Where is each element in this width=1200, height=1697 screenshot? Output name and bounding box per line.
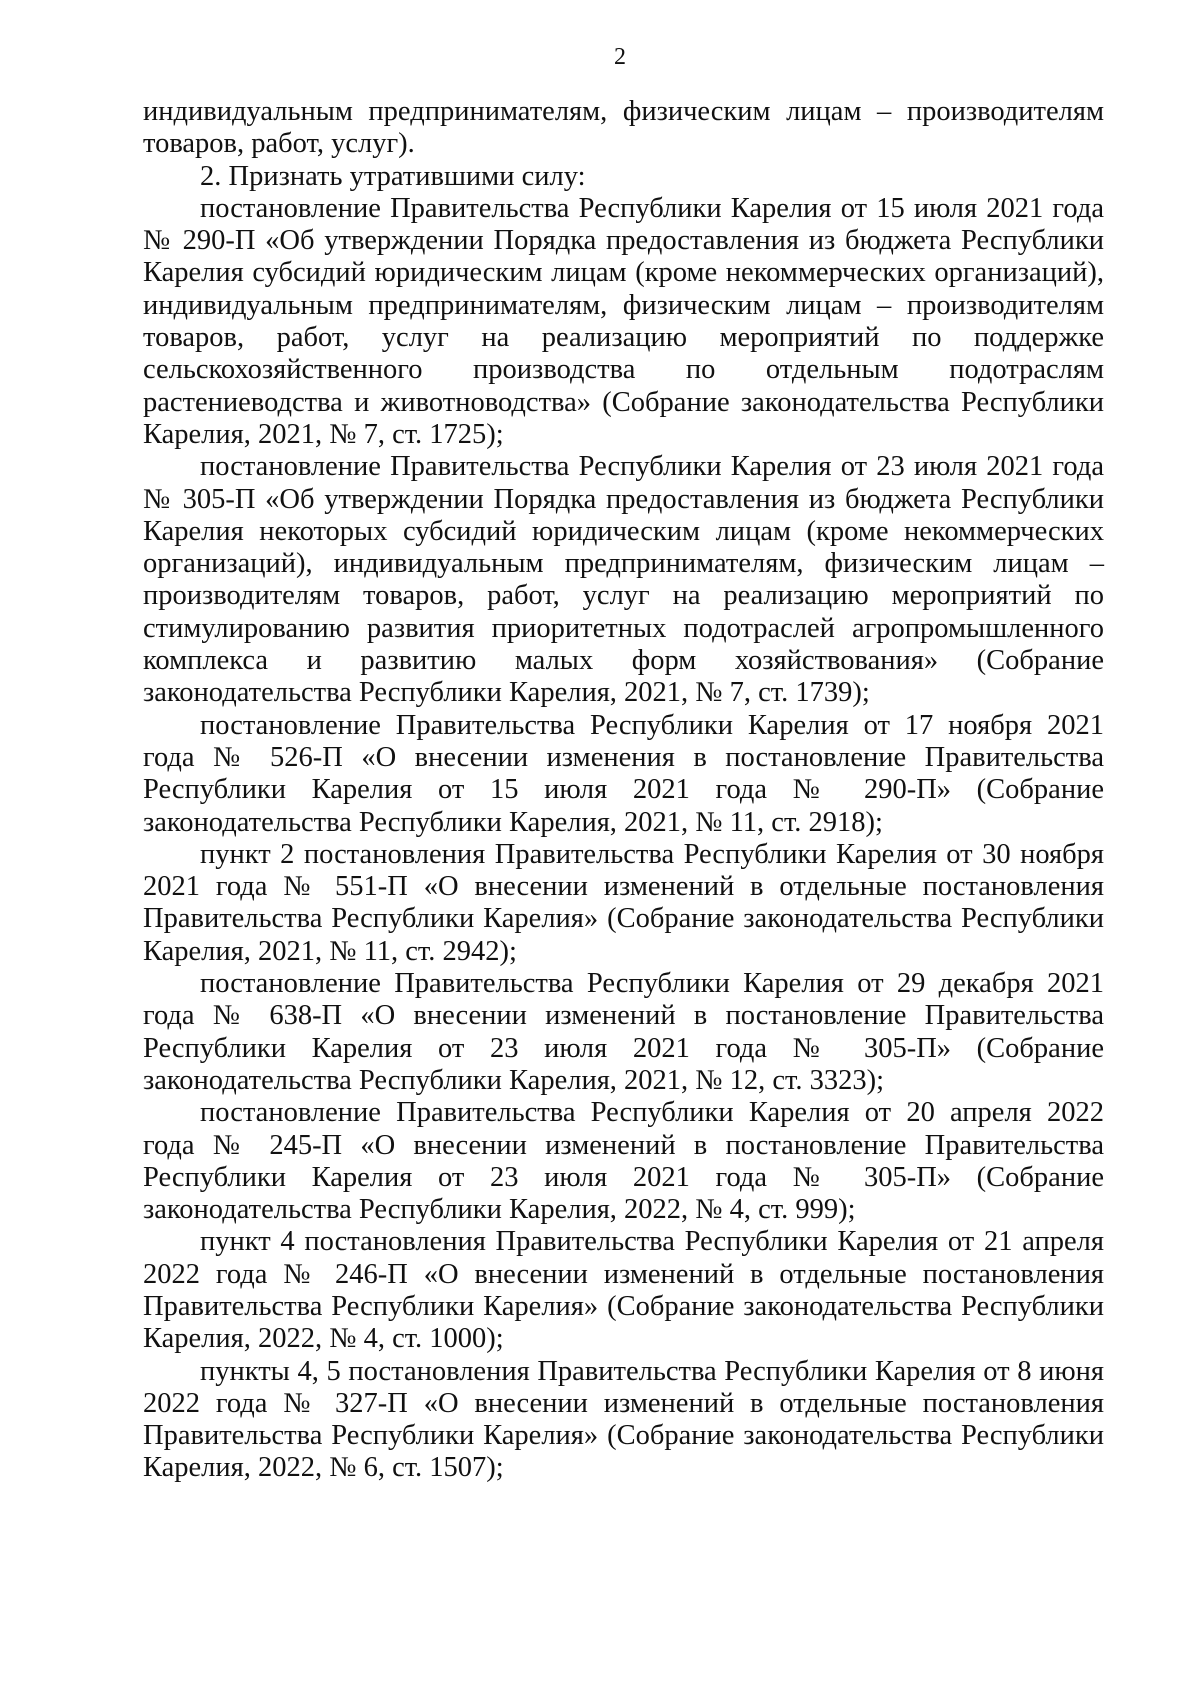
paragraph-resolution-305: постановление Правительства Республики Карелия от 23 июля 2021 года № 305-П «Об утверждении Порядка предоставления из бюджета Республики Карелия некоторых субсидий юридическим лицам (кроме некоммерческих организаций), индивидуальным предпринимателям, физическим лицам – производителям товаров, работ, услуг на реализацию мероприятий по стимулированию развития приоритетных подотраслей агропромышленного комплекса и развитию малых форм хозяйствования» (Собрание законодательства Республики Карелия, 2021, № 7, ст. 1739); <box>143 451 1104 709</box>
page-number: 2 <box>614 44 626 70</box>
paragraph-resolution-245: постановление Правительства Республики Карелия от 20 апреля 2022 года № 245-П «О внесении изменений в постановление Правительства Республики Карелия от 23 июля 2021 года № 305-П» (Собрание законодательства Республики Карелия, 2022, № 4, ст. 999); <box>143 1097 1104 1226</box>
document-body <box>143 96 1104 1485</box>
paragraph-resolution-246: пункт 4 постановления Правительства Республики Карелия от 21 апреля 2022 года № 246-П «О внесении изменений в отдельные постановления Правительства Республики Карелия» (Собрание законодательства Республики Карелия, 2022, № 4, ст. 1000); <box>143 1226 1104 1355</box>
paragraph-resolution-290: постановление Правительства Республики Карелия от 15 июля 2021 года № 290-П «Об утверждении Порядка предоставления из бюджета Республики Карелия субсидий юридическим лицам (кроме некоммерческих организаций), индивидуальным предпринимателям, физическим лицам – производителям товаров, работ, услуг на реализацию мероприятий по поддержке сельскохозяйственного производства по отдельным подотраслям растениеводства и животноводства» (Собрание законодательства Республики Карелия, 2021, № 7, ст. 1725); <box>143 192 1104 450</box>
paragraph-resolution-638: постановление Правительства Республики Карелия от 29 декабря 2021 года № 638-П «О внесении изменений в постановление Правительства Республики Карелия от 23 июля 2021 года № 305-П» (Собрание законодательства Республики Карелия, 2021, № 12, ст. 3323); <box>143 968 1104 1096</box>
paragraph-continuation: индивидуальным предпринимателям, физическим лицам – производителям товаров, работ, услуг). <box>143 96 1104 160</box>
paragraph-resolution-327: пункты 4, 5 постановления Правительства Республики Карелия от 8 июня 2022 года № 327-П «О внесении изменений в отдельные постановления Правительства Республики Карелия» (Собрание законодательства Республики Карелия, 2022, № 6, ст. 1507); <box>143 1355 1104 1484</box>
paragraph-resolution-551: пункт 2 постановления Правительства Республики Карелия от 30 ноября 2021 года № 551-П «О внесении изменений в отдельные постановления Правительства Республики Карелия» (Собрание законодательства Республики Карелия, 2021, № 11, ст. 2942); <box>143 838 1104 967</box>
paragraph-resolution-526: постановление Правительства Республики Карелия от 17 ноября 2021 года № 526-П «О внесении изменения в постановление Правительства Республики Карелия от 15 июля 2021 года № 290-П» (Собрание законодательства Республики Карелия, 2021, № 11, ст. 2918); <box>143 709 1104 838</box>
paragraph-item-2-heading: 2. Признать утратившими силу: <box>200 160 586 192</box>
